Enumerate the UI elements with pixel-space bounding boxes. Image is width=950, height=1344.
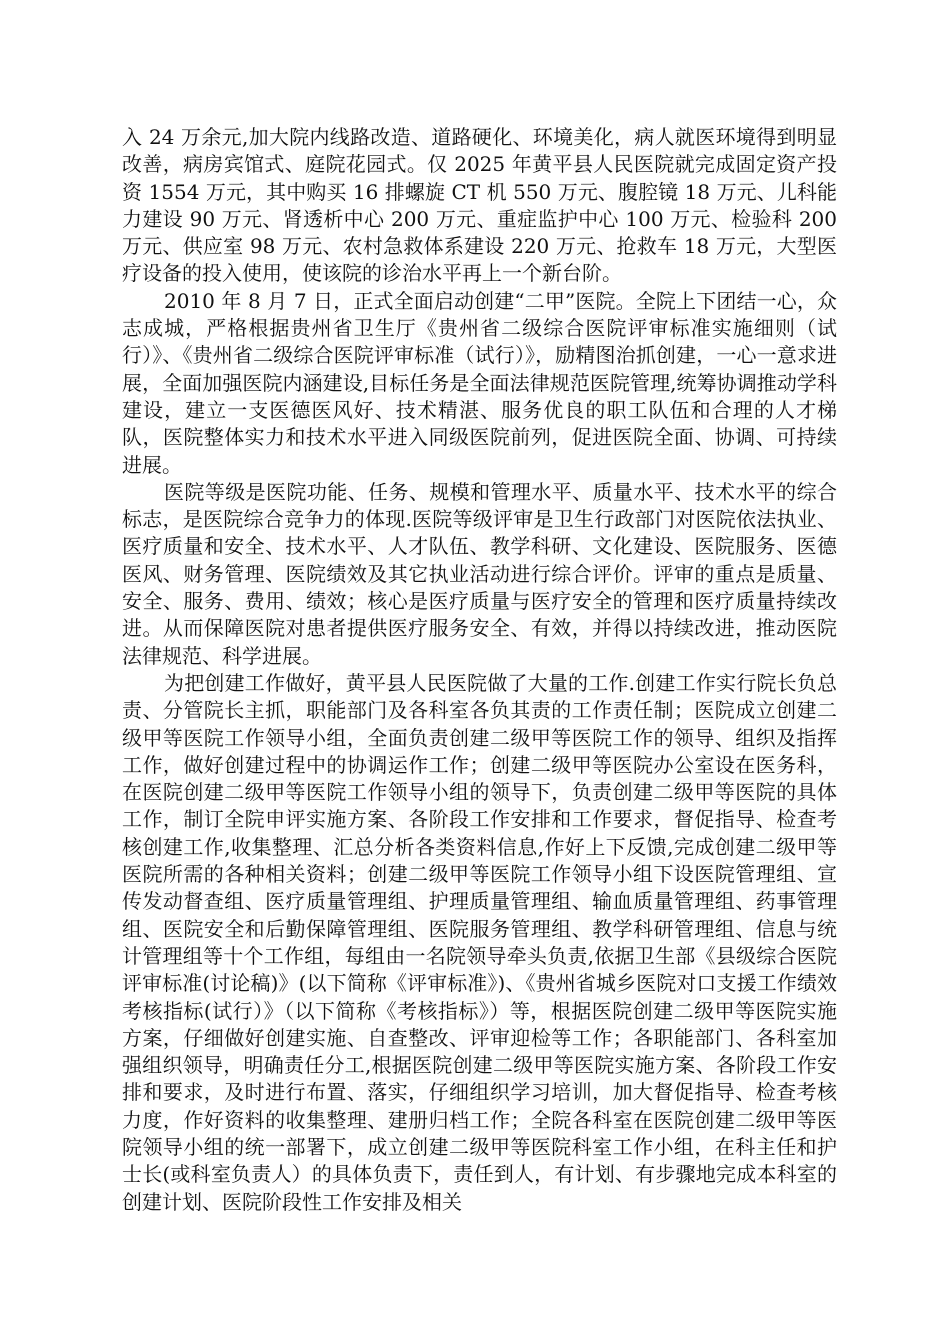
document-body [122, 124, 837, 1216]
paragraph-launch-creation: 2010 年 8 月 7 日，正式全面启动创建“二甲”医院。全院上下团结一心，众志成城，严格根据贵州省卫生厅《贵州省二级综合医院评审标准实施细则（试行）》、《贵州省二级综合医院评审标准（试行）》，励精图治抓创建，一心一意求进展，全面加强医院内涵建设,目标任务是全面法律规范医院管理,统筹协调推动学科建设，建立一支医德医风好、技术精湛、服务优良的职工队伍和合理的人才梯队，医院整体实力和技术水平进入同级医院前列，促进医院全面、协调、可持续进展。 [122, 288, 837, 477]
paragraph-creation-work: 为把创建工作做好，黄平县人民医院做了大量的工作.创建工作实行院长负总责、分管院长主抓，职能部门及各科室各负其责的工作责任制；医院成立创建二级甲等医院工作领导小组，全面负责创建二级甲等医院工作的领导、组织及指挥工作，做好创建过程中的协调运作工作；创建二级甲等医院办公室设在医务科，在医院创建二级甲等医院工作领导小组的领导下，负责创建二级甲等医院的具体工作，制订全院申评实施方案、各阶段工作安排和工作要求，督促指导、检查考核创建工作,收集整理、汇总分析各类资料信息,作好上下反馈,完成创建二级甲等医院所需的各种相关资料；创建二级甲等医院工作领导小组下设医院管理组、宣传发动督查组、医疗质量管理组、护理质量管理组、输血质量管理组、药事管理组、医院安全和后勤保障管理组、医院服务管理组、教学科研管理组、信息与统计管理组等十个工作组，每组由一名院领导牵头负责,依据卫生部《县级综合医院评审标准(讨论稿)》(以下简称《评审标准》)、《贵州省城乡医院对口支援工作绩效考核指标(试行）》（以下简称《考核指标》）等，根据医院创建二级甲等医院实施方案，仔细做好创建实施、自查整改、评审迎检等工作；各职能部门、各科室加强组织领导，明确责任分工,根据医院创建二级甲等医院实施方案、各阶段工作安排和要求，及时进行布置、落实，仔细组织学习培训，加大督促指导、检查考核力度，作好资料的收集整理、建册归档工作；全院各科室在医院创建二级甲等医院领导小组的统一部署下，成立创建二级甲等医院科室工作小组，在科主任和护士长(或科室负责人）的具体负责下，责任到人，有计划、有步骤地完成本科室的创建计划、医院阶段性工作安排及相关 [122, 670, 837, 1214]
paragraph-hospital-grading: 医院等级是医院功能、任务、规模和管理水平、质量水平、技术水平的综合标志，是医院综合竞争力的体现.医院等级评审是卫生行政部门对医院依法执业、医疗质量和安全、技术水平、人才队伍、教学科研、文化建设、医院服务、医德医风、财务管理、医院绩效及其它执业活动进行综合评价。评审的重点是质量、安全、服务、费用、绩效；核心是医疗质量与医疗安全的管理和医疗质量持续改进。从而保障医院对患者提供医疗服务安全、有效，并得以持续改进，推动医院法律规范、科学进展。 [122, 479, 837, 668]
paragraph-investment: 入 24 万余元,加大院内线路改造、道路硬化、环境美化，病人就医环境得到明显改善，病房宾馆式、庭院花园式。仅 2025 年黄平县人民医院就完成固定资产投资 1554 万元，其中购买 16 排螺旋 CT 机 550 万元、腹腔镜 18 万元、儿科能力建设 90 万元、肾透析中心 200 万元、重症监护中心 100 万元、检验科 200 万元、供应室 98 万元、农村急救体系建设 220 万元、抢救车 18 万元，大型医疗设备的投入使用，使该院的诊治水平再上一个新台阶。 [122, 125, 837, 286]
